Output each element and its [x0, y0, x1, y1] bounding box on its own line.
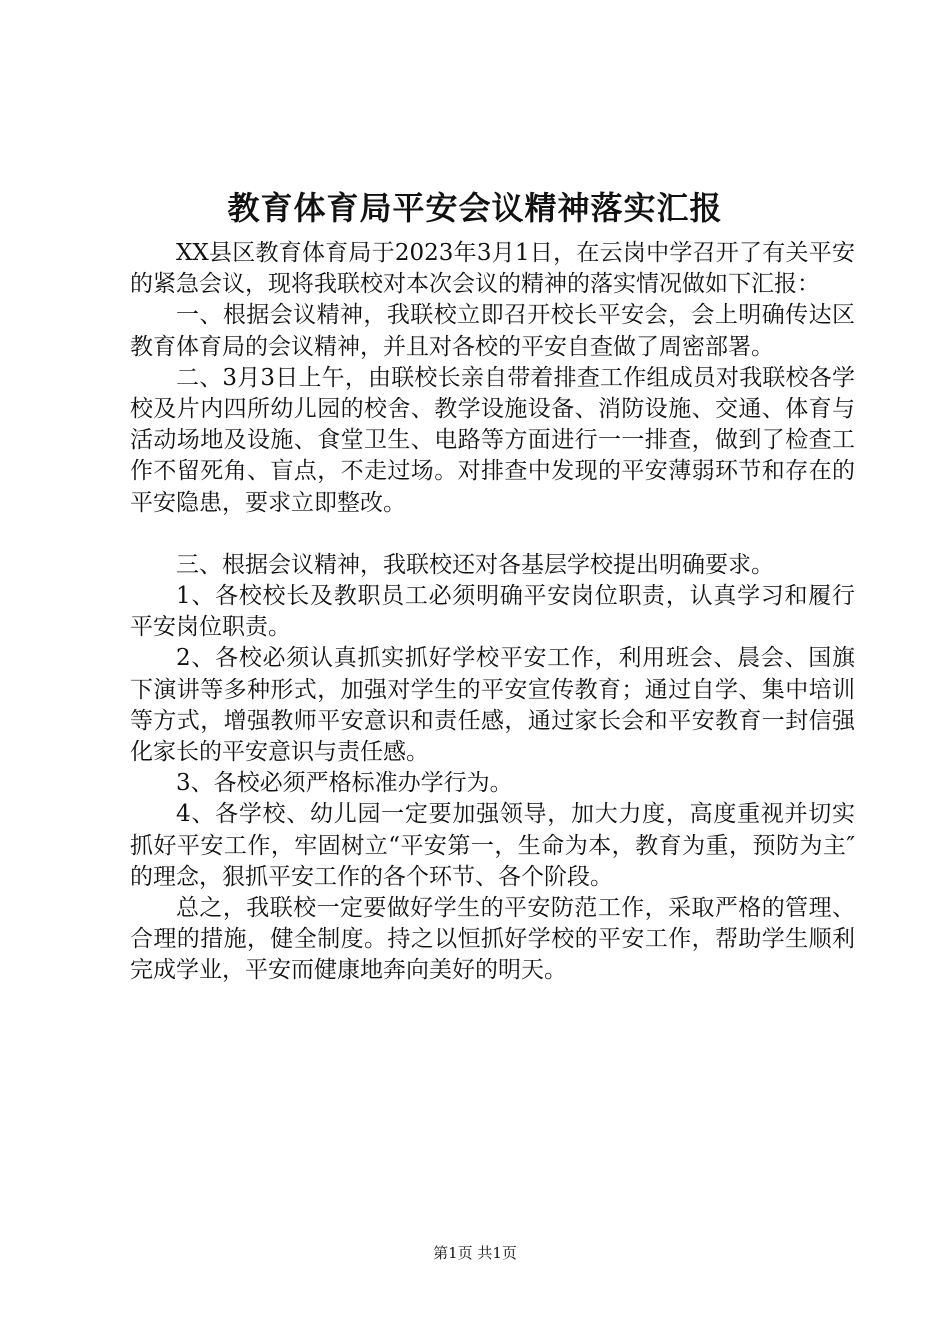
document-title: 教育体育局平安会议精神落实汇报 [227, 189, 723, 227]
page-footer: 第1页 共1页 [433, 1244, 517, 1262]
paragraph-requirement-4: 4、各学校、幼儿园一定要加强领导，加大力度，高度重视并切实抓好平安工作，牢固树立“平安第一，生命为本，教育为重，预防为主″的理念，狠抓平安工作的各个环节、各个阶段。 [130, 801, 855, 890]
paragraph-section-1: 一、根据会议精神，我联校立即召开校长平安会，会上明确传达区教育体育局的会议精神，并且对各校的平安自查做了周密部署。 [130, 302, 855, 360]
paragraph-section-3: 三、根据会议精神，我联校还对各基层学校提出明确要求。 [176, 551, 774, 578]
paragraph-section-2: 二、3月3日上午，由联校长亲自带着排查工作组成员对我联校各学校及片内四所幼儿园的校舍、教学设施设备、消防设施、交通、体育与活动场地及设施、食堂卫生、电路等方面进行一一排查，做到了检查工作不留死角、盲点，不走过场。对排查中发现的平安薄弱环节和存在的平安隐患，要求立即整改。 [130, 364, 855, 516]
document-body [130, 238, 855, 987]
paragraph-requirement-3: 3、各校必须严格标准办学行为。 [176, 770, 513, 797]
paragraph-requirement-1: 1、各校校长及教职员工必须明确平安岗位职责，认真学习和履行平安岗位职责。 [130, 583, 855, 641]
paragraph-conclusion: 总之，我联校一定要做好学生的平安防范工作，采取严格的管理、合理的措施，健全制度。持之以恒抓好学校的平安工作，帮助学生顺利完成学业，平安而健康地奔向美好的明天。 [130, 895, 855, 984]
paragraph-requirement-2: 2、各校必须认真抓实抓好学校平安工作，利用班会、晨会、国旗下演讲等多种形式，加强对学生的平安宣传教育；通过自学、集中培训等方式，增强教师平安意识和责任感，通过家长会和平安教育一封信强化家长的平安意识与责任感。 [130, 645, 855, 766]
paragraph-intro: XX县区教育体育局于2023年3月1日，在云岗中学召开了有关平安的紧急会议，现将我联校对本次会议的精神的落实情况做如下汇报： [130, 240, 855, 298]
